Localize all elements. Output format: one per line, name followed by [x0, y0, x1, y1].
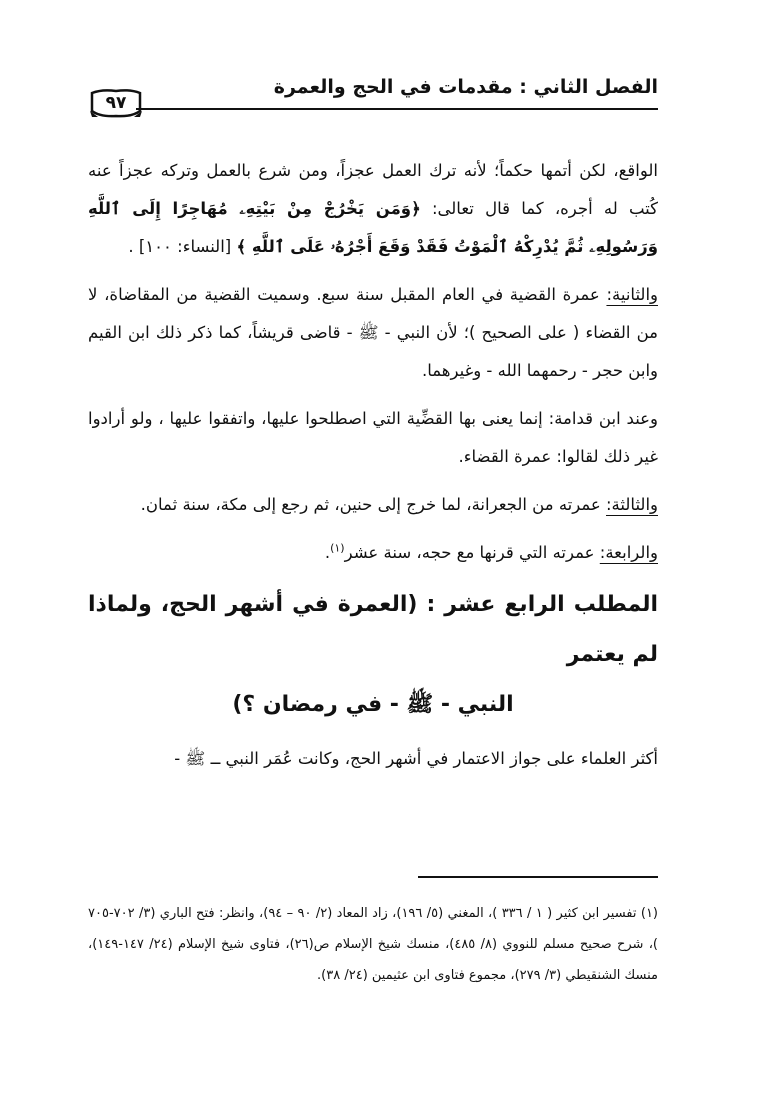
paragraph-1	[88, 152, 658, 266]
paragraph-third-umrah	[88, 486, 658, 524]
footnote-1: (١) تفسير ابن كثير ( ١ / ٣٣٦ )، المغني (٥/ ١٩٦)، زاد المعاد (٢/ ٩٠ – ٩٤)، وانظر: فتح الباري (٣/ ٧٠٢-٧٠٥ )، شرح صحيح مسلم للنووي (٨/ ٤٨٥)، منسك شيخ الإسلام ص(٢٦)، فتاوى شيخ الإسلام (٢٤/ ١٤٧-١٤٩)، منسك الشنقيطي (٣/ ٢٧٩)، مجموع فتاوى ابن عثيمين (٢٤/ ٣٨).	[88, 906, 658, 983]
page-number: ٩٧	[105, 93, 127, 113]
running-header	[88, 74, 658, 113]
paragraph-fourth-end: .	[324, 543, 331, 562]
verse-reference: [النساء: ١٠٠] .	[128, 237, 237, 256]
footnotes	[88, 898, 658, 991]
paragraph-third-text: عمرته من الجعرانة، لما خرج إلى حنين، ثم رجع إلى مكة، سنة ثمان.	[140, 495, 606, 514]
footnote-marker[interactable]: (١)	[330, 541, 345, 555]
section-heading-line-2: النبي - ﷺ - في رمضان ؟)	[232, 692, 514, 717]
paragraph-months-of-hajj: أكثر العلماء على جواز الاعتمار في أشهر الحج، وكانت عُمَر النبي ــ ﷺ -	[174, 749, 658, 768]
section-heading-line-1: المطلب الرابع عشر : (العمرة في أشهر الحج، ولماذا لم يعتمر	[88, 592, 658, 667]
term-fourth: والرابعة:	[599, 543, 658, 562]
paragraph-fourth-umrah	[88, 534, 658, 572]
quran-verse: ﴿وَمَن يَخْرُجْ مِنْ بَيْتِهِۦ مُهَاجِرًا إِلَى ٱللَّهِ وَرَسُولِهِۦ ثُمَّ يُدْرِكْهُ ٱلْمَوْتُ فَقَدْ وَقَعَ أَجْرُهُۥ عَلَى ٱللَّهِ ﴾	[88, 199, 658, 256]
paragraph-fourth-text: عمرته التي قرنها مع حجه، سنة عشر	[344, 543, 600, 562]
term-third: والثالثة:	[606, 495, 658, 514]
chapter-title: الفصل الثاني : مقدمات في الحج والعمرة	[273, 76, 658, 98]
page-number-badge	[88, 89, 144, 119]
paragraph-1-text: الواقع، لكن أتمها حكماً؛ لأنه ترك العمل عجزاً، ومن شرع بالعمل وتركه عجزاً عنه كُتب له أجره، كما قال تعالى:	[88, 161, 658, 218]
header-rule	[136, 108, 658, 110]
term-second: والثانية:	[606, 285, 658, 304]
section-heading	[88, 580, 658, 730]
footnote-separator	[418, 876, 658, 878]
paragraph-second-text: عمرة القضية في العام المقبل سنة سبع. وسميت القضية من المقاضاة، لا من القضاء ( على الصحيح )؛ لأن النبي - ﷺ - قاضى قريشاً، كما ذكر ذلك ابن القيم وابن حجر - رحمهما الله - وغيرهما.	[88, 285, 658, 380]
paragraph-ibn-qudama: وعند ابن قدامة: إنما يعنى بها القضِّية التي اصطلحوا عليها، واتفقوا عليها ، ولو أرادوا غير ذلك لقالوا: عمرة القضاء.	[88, 409, 658, 466]
page-body	[88, 152, 658, 788]
paragraph-second-umrah	[88, 276, 658, 390]
